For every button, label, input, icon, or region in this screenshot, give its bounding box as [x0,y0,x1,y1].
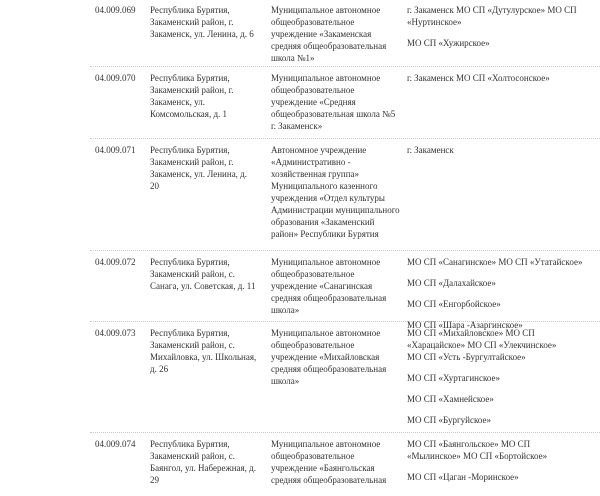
organization-line: школа №1» [271,53,315,63]
address-line: Закаменск, ул. Ленина, д. [150,169,248,179]
service-area-entry [407,277,600,289]
address-cell [150,438,262,486]
service-area-entry [407,438,600,462]
address-line: Закаменск, ул. Ленина, д. 6 [150,29,254,39]
address-line: Михайловка, ул. Школьная, [150,352,257,362]
service-area-entry [407,37,600,49]
organization-line: школа» [271,376,300,386]
address-line: Закаменский район, г. [150,157,234,167]
organization-line: средняя общеобразовательная [271,364,387,374]
service-area-entry [407,327,600,363]
organization-cell [271,438,399,486]
organization-line: Муниципальное автономное [271,439,381,449]
organization-line: г. Закаменск» [271,121,323,131]
organization-line: Муниципальное автономное [271,5,381,15]
address-line: д. 26 [150,364,169,374]
address-line: Закаменск, ул. [150,97,205,107]
object-code: 04.009.074 [95,439,136,449]
object-code: 04.009.072 [95,257,136,267]
address-cell [150,327,262,375]
organization-line: Муниципальное автономное [271,328,381,338]
address-line: Республика Бурятия, [150,73,230,83]
organization-line: учреждение «Баянгольская [271,463,375,473]
object-code: 04.009.071 [95,145,136,155]
row-divider [90,432,600,433]
address-line: Республика Бурятия, [150,257,230,267]
organization-line: общеобразовательное [271,17,355,27]
address-line: Закаменский район, с. [150,451,235,461]
organization-line: учреждение «Михайловская [271,352,380,362]
address-line: Закаменский район, г. [150,17,234,27]
service-area-entry [407,256,600,268]
address-line: Комсомольская, д. 1 [150,109,228,119]
address-line: Республика Бурятия, [150,145,230,155]
service-area-line: МО СП «Хужирское» [407,38,490,48]
service-area-cell [407,4,600,49]
organization-line: «Административно - [271,157,351,167]
service-area-line: МО СП «Михайловское» МО СП [407,328,535,338]
address-cell [150,4,262,40]
service-area-line: МО СП «Далахайское» [407,278,496,288]
address-line: Санага, ул. Советская, д. 11 [150,281,256,291]
service-area-line: «Нуртинское» [407,17,462,27]
row-divider [90,250,600,251]
organization-line: хозяйственная группа» [271,169,360,179]
address-line: Закаменский район, с. [150,340,235,350]
service-area-line: МО СП «Хамнейское» [407,394,494,404]
organization-line: учреждение «Санагинская [271,281,373,291]
organization-line: Муниципальное автономное [271,73,381,83]
row-divider [90,66,600,67]
organization-line: средняя общеобразовательная [271,41,387,51]
organization-cell [271,144,399,240]
service-area-cell [407,144,600,156]
organization-line: Муниципального казенного [271,181,378,191]
service-area-line: МО СП «Шара -Азаргинское» [407,320,523,330]
organization-line: учреждение «Средняя [271,97,356,107]
address-line: Закаменский район, с. [150,269,235,279]
service-area-line: МО СП «Цаган -Моринское» [407,472,519,482]
service-area-line: МО СП «Бургуйское» [407,415,491,425]
organization-line: общеобразовательное [271,85,355,95]
organization-cell [271,4,399,64]
organization-line: средняя общеобразовательная [271,293,387,303]
organization-cell [271,327,399,387]
address-line: 29 [150,475,159,485]
object-code: 04.009.069 [95,5,136,15]
address-line: Республика Бурятия, [150,5,230,15]
address-line: Республика Бурятия, [150,328,230,338]
service-area-cell [407,72,600,84]
service-area-line: МО СП «Санагинское» МО СП «Утатайское» [407,257,583,267]
service-area-line: МО СП «Енгорбойское» [407,299,501,309]
service-area-line: г. Закаменск МО СП «Дутулурское» МО СП [407,5,577,15]
organization-cell [271,72,399,132]
address-line: Республика Бурятия, [150,439,230,449]
organization-line: образования «Закаменский [271,217,375,227]
organization-line: средняя общеобразовательная [271,475,387,485]
service-area-entry [407,471,600,483]
service-area-cell [407,256,600,331]
service-area-entry [407,4,600,28]
service-area-entry [407,414,600,426]
address-line: Баянгол, ул. Набережная, д. [150,463,256,473]
service-area-entry [407,372,600,384]
service-area-entry [407,298,600,310]
address-line: Закаменский район, г. [150,85,234,95]
organization-line: Муниципальное автономное [271,257,381,267]
organization-line: учреждение «Закаменская [271,29,372,39]
organization-line: общеобразовательная школа №5 [271,109,396,119]
organization-line: Автономное учреждение [271,145,367,155]
service-area-entry [407,72,600,84]
object-code: 04.009.070 [95,73,136,83]
service-area-entry [407,393,600,405]
organization-cell [271,256,399,316]
organization-line: район» Республики Бурятия [271,229,379,239]
service-area-line: г. Закаменск [407,145,454,155]
service-area-cell [407,438,600,483]
service-area-line: МО СП «Усть -Бургултайское» [407,352,526,362]
organization-line: учреждения «Отдел культуры [271,193,385,203]
organization-line: общеобразовательное [271,340,355,350]
object-code: 04.009.073 [95,328,136,338]
service-area-line: МО СП «Баянгольское» МО СП [407,439,531,449]
organization-line: общеобразовательное [271,269,355,279]
service-area-line: МО СП «Хуртагинское» [407,373,500,383]
address-cell [150,72,262,120]
service-area-line: г. Закаменск МО СП «Холтосонское» [407,73,550,83]
organization-line: школа» [271,305,300,315]
address-cell [150,256,262,292]
address-line: 20 [150,181,159,191]
organization-line: общеобразовательное [271,451,355,461]
service-area-cell [407,327,600,426]
organization-line: Администрации муниципального [271,205,400,215]
address-cell [150,144,262,192]
service-area-entry [407,144,600,156]
service-area-line: «Мылинское» МО СП «Бортойское» [407,451,548,461]
row-divider [90,138,600,139]
service-area-line: «Харацайское» МО СП «Улекчинское» [407,340,557,350]
